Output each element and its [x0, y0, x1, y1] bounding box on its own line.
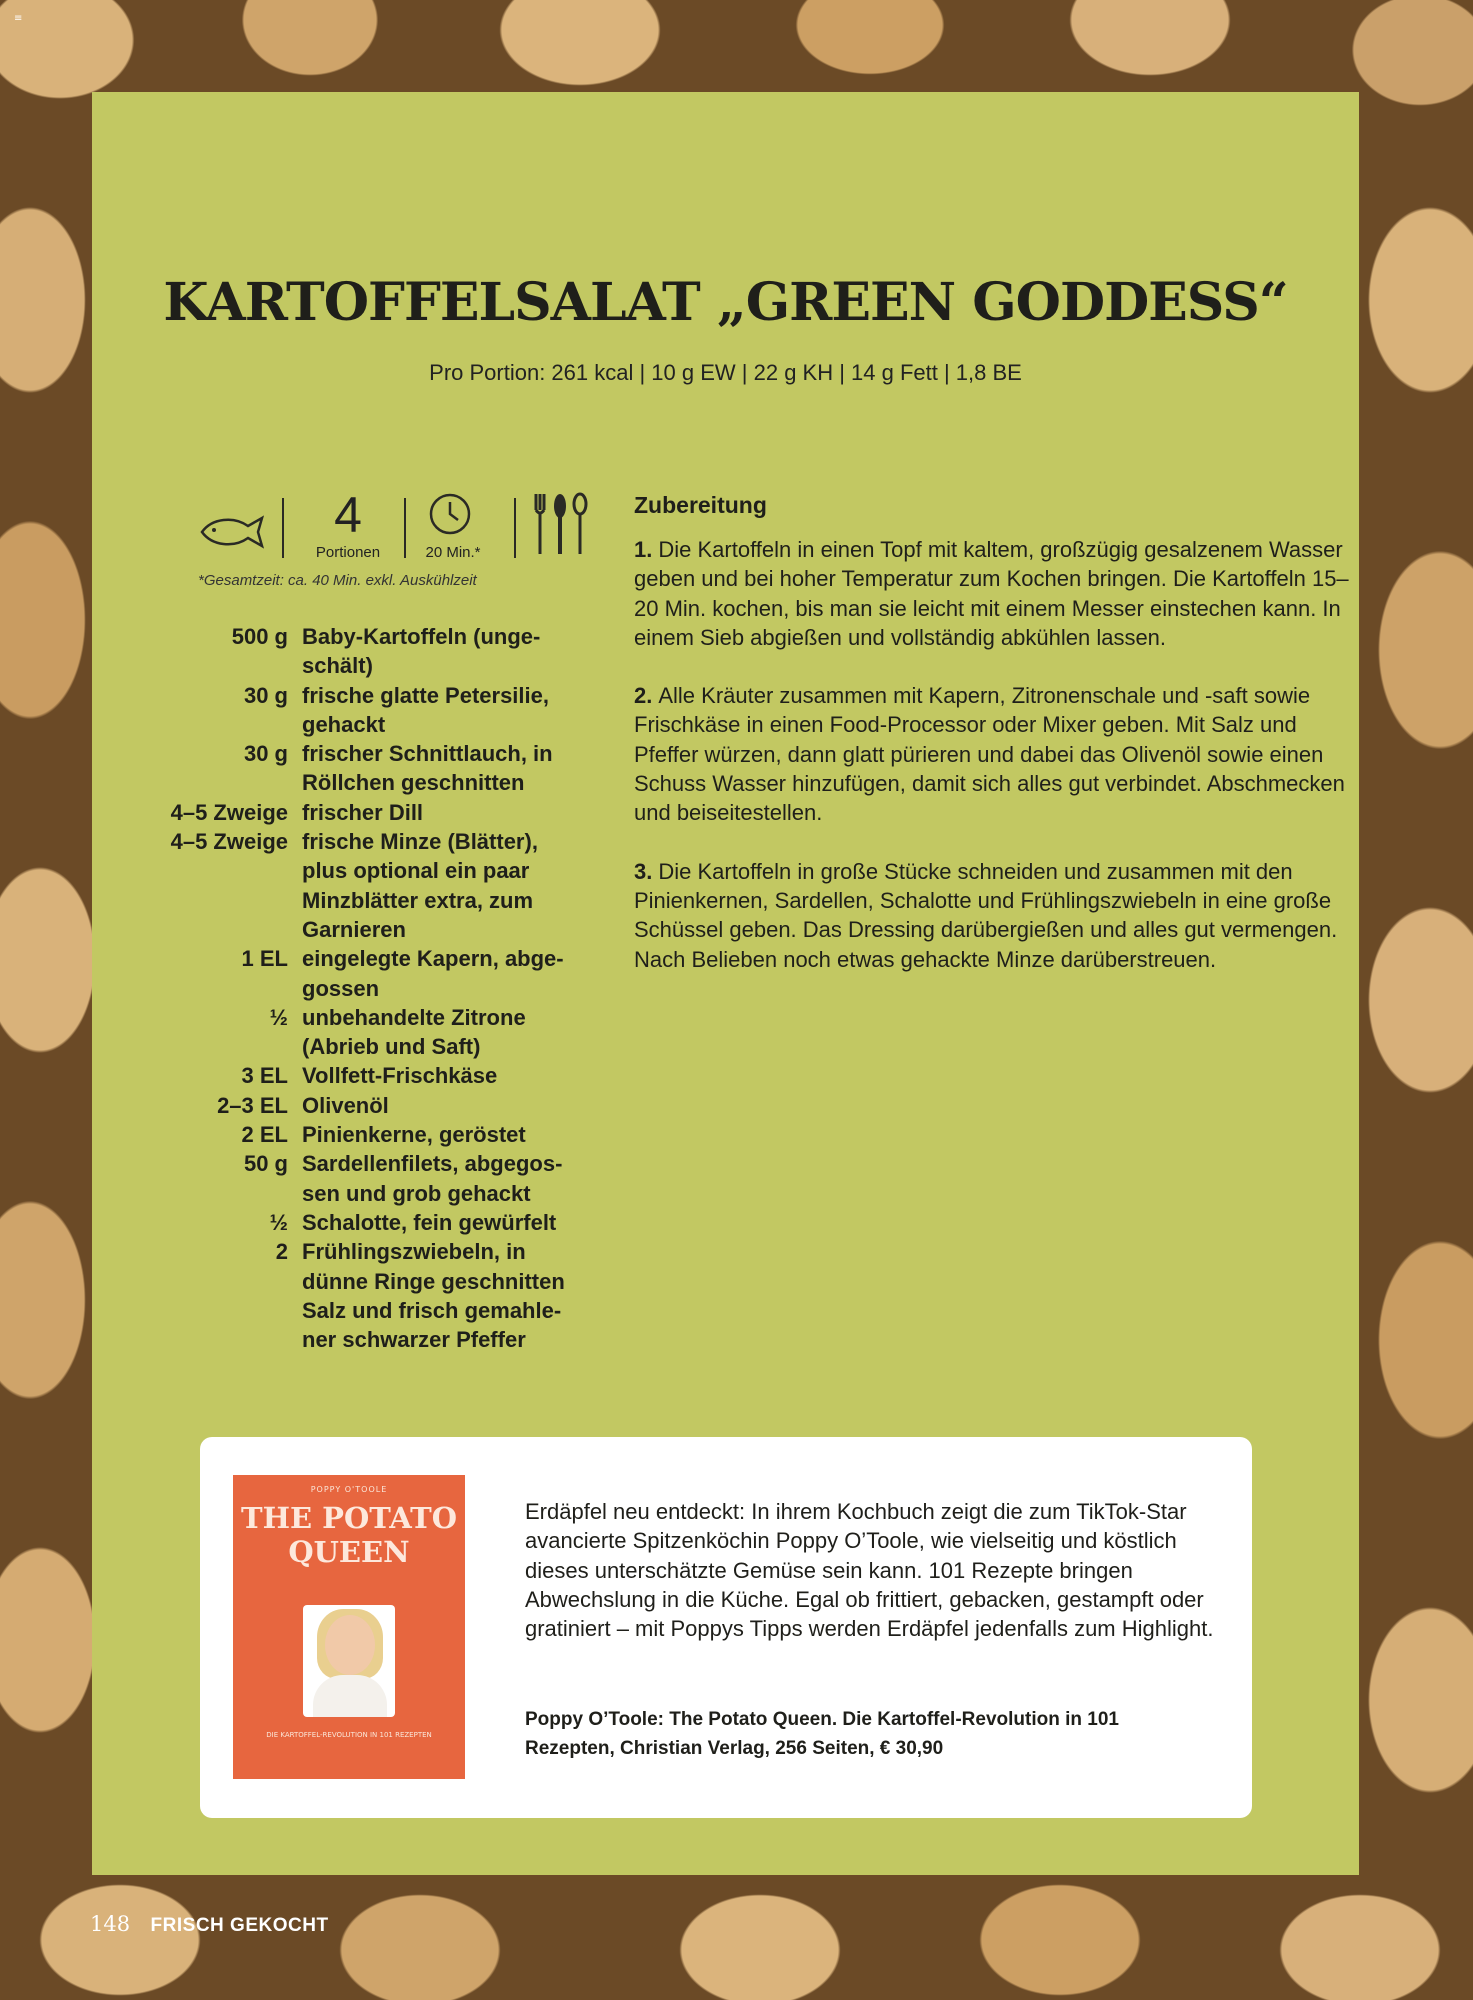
fish-icon — [198, 512, 268, 552]
ingredient-text: Vollfett-Frischkäse — [302, 1063, 498, 1089]
step-text: Die Kartoffeln in große Stücke schneiden und zusammen mit den Pinienkernen, Sardellen, Schalotte und Frühlingszwiebeln in eine große Schüssel geben. Das Dressing darübergießen und alles gut vermengen. Nach Belieben noch etwas gehackte Minze darüberstreuen. — [634, 858, 1338, 972]
ingredient-text: Baby-Kartoffeln (unge- schält) — [302, 624, 541, 679]
cover-subtitle: DIE KARTOFFEL-REVOLUTION IN 101 REZEPTEN — [266, 1731, 432, 1739]
ingredient-quantity: 4–5 Zweige — [170, 829, 288, 855]
ingredient-text: Pinienkerne, geröstet — [302, 1122, 526, 1148]
ingredient-quantity — [152, 1296, 302, 1355]
step-text: Die Kartoffeln in einen Topf mit kaltem, großzügig gesalzenem Wasser geben und bei hoher Temperatur zum Kochen bringen. Die Kartoffeln 15–20 Min. kochen, bis man sie leicht mit einem Messer einstechen kann. In einem Sieb abgießen und vollständig abkühlen lassen. — [634, 537, 1349, 650]
preparation-title: Zubereitung — [634, 492, 767, 518]
ingredient-quantity: 2 — [275, 1239, 288, 1265]
preparation-step — [634, 681, 1354, 827]
ingredient-text: Sardellenfilets, abgegos- sen und grob gehackt — [302, 1151, 563, 1206]
cover-photo — [303, 1605, 395, 1717]
cover-author: POPPY O'TOOLE — [310, 1485, 388, 1494]
ingredient-text: Olivenöl — [302, 1092, 389, 1118]
ingredient-row — [152, 1061, 592, 1090]
ingredient-text: frischer Schnittlauch, in Röllchen geschnitten — [302, 741, 553, 796]
ingredient-quantity: 500 g — [231, 624, 288, 649]
ingredient-text: Schalotte, fein gewürfelt — [302, 1209, 557, 1235]
ingredient-quantity: 50 g — [243, 1151, 288, 1177]
step-text: Alle Kräuter zusammen mit Kapern, Zitronenschale und -saft sowie Frischkäse in einen Food-Processor oder Mixer geben. Mit Salz und Pfeffer würzen, dann glatt pürieren und dabei das Olivenöl sowie einen Schuss Wasser hinzufügen, damit sich alles gut verbindet. Abschmecken und beiseitestellen. — [634, 683, 1345, 826]
preparation-step — [634, 857, 1354, 974]
ingredient-quantity: 4–5 Zweige — [170, 799, 288, 825]
ingredient-quantity: 2 EL — [241, 1122, 288, 1148]
icon-divider — [282, 498, 284, 558]
time-label: 20 Min.* — [425, 544, 481, 561]
step-number: 3. — [634, 858, 653, 884]
ingredient-row — [152, 1149, 592, 1208]
ingredient-row — [152, 622, 592, 681]
preparation-section — [634, 492, 1354, 1003]
ingredient-row — [152, 944, 592, 1003]
recipe-icons — [198, 487, 588, 572]
ingredient-quantity: 1 EL — [241, 946, 288, 972]
ingredient-quantity: 30 g — [243, 741, 288, 767]
ingredient-row — [152, 798, 592, 827]
menu-icon[interactable]: ≡ — [14, 13, 23, 24]
ingredient-row — [152, 739, 592, 798]
ingredient-row — [152, 1296, 592, 1355]
ingredient-row — [152, 1003, 592, 1062]
ingredient-text: frischer Dill — [302, 799, 424, 825]
ingredient-text: Frühlingszwiebeln, in dünne Ringe geschnitten — [302, 1239, 565, 1294]
ingredient-quantity: 3 EL — [241, 1063, 288, 1089]
book-credit: Poppy O’Toole: The Potato Queen. Die Kartoffel-Revolution in 101 Rezepten, Christian Verlag, 256 Seiten, € 30,90 — [525, 1709, 1119, 1760]
book-recommendation — [200, 1437, 1252, 1818]
portions-count: 4 — [334, 487, 362, 543]
ingredient-quantity: ½ — [269, 1004, 288, 1030]
cutlery-icon — [530, 492, 590, 558]
cover-shirt — [313, 1675, 387, 1717]
ingredient-row — [152, 1120, 592, 1149]
recipe-panel — [92, 92, 1359, 1875]
icon-divider — [514, 498, 516, 558]
step-number: 1. — [634, 537, 653, 562]
ingredient-text: unbehandelte Zitrone (Abrieb und Saft) — [302, 1004, 526, 1060]
cover-face — [325, 1615, 375, 1675]
portions-label: Portionen — [315, 544, 381, 561]
icon-divider — [404, 498, 406, 558]
ingredient-text: eingelegte Kapern, abge- gossen — [302, 946, 564, 1001]
ingredient-row — [152, 1237, 592, 1296]
ingredient-text: frische Minze (Blätter), plus optional ein paar Minzblätter extra, zum Garnieren — [302, 829, 538, 942]
ingredient-list — [152, 622, 592, 1354]
nutrition-info: Pro Portion: 261 kcal | 10 g EW | 22 g KH | 14 g Fett | 1,8 BE — [429, 360, 1022, 385]
ingredient-row — [152, 1091, 592, 1120]
page-footer — [90, 1912, 329, 1937]
ingredient-quantity: 30 g — [243, 682, 288, 708]
ingredient-text: Salz und frisch gemahle- ner schwarzer Pfeffer — [302, 1297, 562, 1353]
book-cover — [233, 1475, 465, 1779]
ingredient-text: frische glatte Petersilie, gehackt — [302, 682, 549, 737]
ingredient-quantity: 2–3 EL — [217, 1092, 288, 1118]
recipe-title: KARTOFFELSALAT „GREEN GODDESS“ — [163, 272, 1288, 333]
ingredient-quantity: ½ — [269, 1209, 288, 1235]
cover-title: THE POTATO QUEEN — [241, 1501, 457, 1569]
ingredient-row — [152, 681, 592, 740]
total-time-note: *Gesamtzeit: ca. 40 Min. exkl. Auskühlzeit — [198, 572, 477, 589]
ingredient-row — [152, 1208, 592, 1237]
page-number: 148 — [90, 1912, 131, 1936]
preparation-step — [634, 535, 1354, 652]
book-description: Erdäpfel neu entdeckt: In ihrem Kochbuch zeigt die zum TikTok-Star avancierte Spitzenköchin Poppy O’Toole, wie vielseitig und köstlich dieses unterschätzte Gemüse sein kann. 101 Rezepte bringen Abwechslung in die Küche. Egal ob frittiert, gebacken, gestampft oder gratiniert – mit Poppys Tipps werden Erdäpfel jedenfalls zum Highlight. — [525, 1499, 1214, 1642]
step-number: 2. — [634, 683, 653, 709]
section-name: FRISCH GEKOCHT — [150, 1915, 329, 1936]
clock-icon — [428, 492, 472, 536]
ingredient-row — [152, 827, 592, 944]
